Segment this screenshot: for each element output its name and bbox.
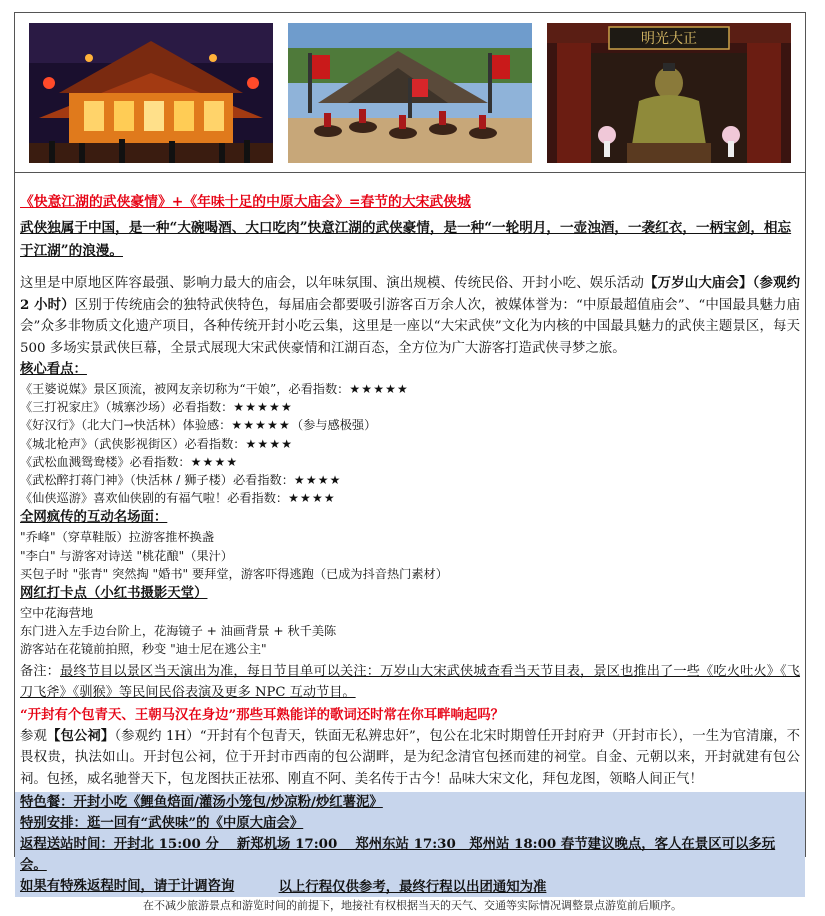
note-text: 最终节目以景区当天演出为准，每日节目单可以关注：万岁山大宋武侠城查看当天节目表，景区也推出了一些《吃火吐火》《飞刀飞斧》《驯猴》等民间民俗表演及更多 NPC 互动节目。 (20, 663, 801, 701)
rating-stars: ★★★★★ (231, 418, 291, 433)
intro-highlight: 【万岁山大庙会】（参观约 2 小时） (20, 275, 800, 313)
highlight-text: 《三打祝家庄》（城寨沙场）必看指数： (20, 400, 234, 415)
highlight-item (20, 453, 800, 471)
special-return-contact: 如果有特殊返程时间，请于计调咨询 (20, 878, 235, 895)
highlight-item (20, 416, 800, 434)
special-meal: 特色餐：开封小吃《鲤鱼焙面/灌汤小笼包/炒凉粉/炒红薯泥》 (20, 794, 383, 811)
intro-part2: 区别于传统庙会的独特武侠特色，每届庙会都要吸引游客百万余人次，被媒体誉为：“中原最超值庙会”、“中国最具魅力庙会”众多非物质文化遗产项目，各种传统开封小吃云集，这里是一座以“大宋武侠”文化为内核的中国最具魅力的武侠主题景区，每天 500 多场实景武侠巨幕，全景式展现大宋武侠豪情和江湖百态，全方位为广大游客打造武侠寻梦之旅。 (20, 297, 800, 356)
highlights-heading: 核心看点： (20, 361, 87, 377)
highlight-text: 《武松血溅鸳鸯楼》必看指数： (20, 454, 191, 469)
rating-stars: ★★★★★ (233, 400, 293, 415)
bao-gong-hall-photo (547, 23, 791, 163)
highlight-suffix: （参与感极强） (290, 418, 377, 433)
intro-part1: 这里是中原地区阵容最强、影响力最大的庙会，以年味氛围、演出规模、传统民俗、开封小吃、娱乐活动 (20, 276, 645, 291)
bao-text: （参观约 1H）“开封有个包青天，铁面无私辨忠奸”，包公在北宋时期曾任开封府尹（开封市长），一生为官清廉，不畏权贵，执法如山。开封包公祠，位于开封市西南的包公湖畔，是为纪念清官包拯而建的祠堂。自金、元朝以来，开封就建有包公祠。包拯，威名驰誉天下，包龙图扶正祛邪、刚直不阿、美名传于古今！品味大宋文化，拜包龙图，领略人间正气！ (20, 728, 801, 787)
day-title: 《快意江湖的武侠豪情》+《年味十足的中原大庙会》=春节的大宋武侠城 (20, 194, 471, 210)
highlight-text: 《武松醉打蒋门神》（快活林 / 狮子楼）必看指数： (20, 473, 294, 488)
highlight-text: 《城北枪声》（武侠影视街区）必看指数： (20, 436, 246, 451)
highlight-text: 《好汉行》（北大门→快活林）体验感： (20, 418, 232, 433)
rating-stars: ★★★★★ (349, 382, 409, 396)
highlight-item (20, 471, 800, 489)
note-label: 备注： (20, 663, 61, 679)
checkin-item: 空中花海营地 (20, 606, 94, 621)
highlight-text: 《仙侠巡游》喜欢仙侠剧的有福气啦！必看指数： (20, 491, 289, 506)
rating-stars: ★★★★ (288, 491, 336, 506)
highlight-item (20, 398, 800, 416)
interactive-heading: 全网疯传的互动名场面： (20, 509, 168, 526)
cavalry-arena-photo (288, 23, 532, 163)
intro-paragraph (20, 273, 800, 359)
bao-name: 【包公祠】 (46, 727, 115, 744)
highlight-text: 《王婆说媒》景区顶流，被网友亲切称为“干娘”，必看指数： (20, 382, 350, 396)
rating-stars: ★★★★ (245, 436, 294, 451)
bao-gong-paragraph (20, 726, 800, 791)
checkin-item: 游客站在花镜前拍照，秒变 "迪士尼在逃公主" (20, 642, 267, 657)
note-paragraph (20, 661, 800, 704)
interactive-item: "李白" 与游客对诗送 "桃花酿"（果汁） (20, 548, 233, 563)
interactive-item: "乔峰"（穿草鞋版）拉游客推杯换盏 (20, 530, 215, 545)
special-arrangement: 特别安排：逛一回有“武侠味”的《中原大庙会》 (20, 815, 304, 832)
highlight-item (20, 380, 800, 398)
checkin-item: 东门进入左手边台阶上，花海镜子 + 油画背景 + 秋千美陈 (20, 624, 337, 639)
bao-prefix: 参观 (20, 728, 47, 744)
footer-note: 在不减少旅游景点和游览时间的前提下，地接社有权根据当天的天气、交通等实际情况调整景点游览前后顺序。 (143, 899, 682, 912)
highlights-list (20, 380, 800, 507)
checkin-heading: 网红打卡点（小红书摄影天堂） (20, 585, 208, 602)
illuminated-pavilion-photo (29, 23, 273, 163)
interactive-item: 买包子时 "张青" 突然掏 "婚书" 要拜堂，游客吓得逃跑（已成为抖音热门素材） (20, 566, 448, 581)
itinerary-content (15, 173, 805, 897)
highlight-item (20, 435, 800, 453)
rating-stars: ★★★★ (190, 454, 239, 469)
photo-row (15, 13, 805, 173)
rating-stars: ★★★★ (293, 473, 342, 488)
footer-disclaimer: 以上行程仅供参考，最终行程以出团通知为准 (278, 879, 547, 895)
highlight-item (20, 489, 800, 507)
hall-plaque-text: 明光大正 (641, 30, 698, 47)
bao-gong-title: “开封有个包青天、王朝马汉在身边”那些耳熟能详的歌词还时常在你耳畔响起吗？ (20, 706, 505, 723)
return-times: 返程送站时间：开封北 15:00 分 新郑机场 17:00 郑州东站 17:30 郑州站 18:00 春节建议晚点，客人在景区可以多玩会。 (20, 836, 776, 874)
lead-paragraph: 武侠独属于中国，是一种“大碗喝酒、大口吃肉”快意江湖的武侠豪情，是一种“一轮明月，一壶浊酒，一袭红衣，一柄宝剑，相忘于江湖”的浪漫。 (20, 220, 792, 259)
